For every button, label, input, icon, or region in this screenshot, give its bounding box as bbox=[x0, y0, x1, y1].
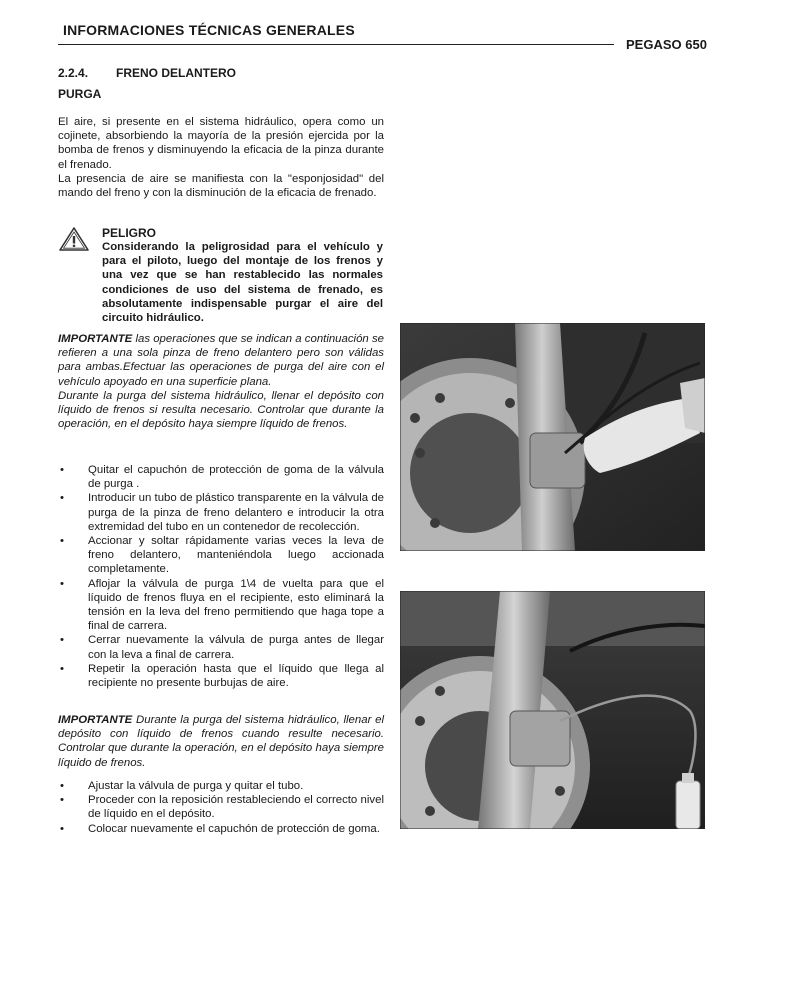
list-item: • Colocar nuevamente el capuchón de protección de goma. bbox=[58, 822, 384, 836]
list-item: • Ajustar la válvula de purga y quitar el tubo. bbox=[58, 779, 384, 793]
list-item: • Quitar el capuchón de protección de goma de la válvula de purga . bbox=[58, 463, 384, 491]
important-note bbox=[58, 713, 384, 770]
important-text: las operaciones que se indican a continuación se refieren a una sola pinza de freno delantero pero son válidas para ambas.Efectuar las operaciones de purga del aire con el vehículo apoyado en una superficie plana. bbox=[58, 333, 384, 388]
list-item: • Accionar y soltar rápidamente varias veces la leva de freno delantero, manteniéndola luego accionada completamente. bbox=[58, 534, 384, 577]
important-text: Durante la purga del sistema hidráulico, llenar el depósito con líquido de frenos cuando resulte necesario. Controlar que durante la operación, en el depósito haya siempre líquido de frenos. bbox=[58, 714, 384, 769]
important-paragraph bbox=[58, 713, 384, 770]
list-item: • Repetir la operación hasta que el líquido que llega al recipiente no presente burbujas de aire. bbox=[58, 662, 384, 690]
warning-body: Considerando la peligrosidad para el vehículo y para el piloto, luego del montaje de los frenos y una vez que se han restablecido las normales condiciones de uso del sistema de frenado, es absolutamente indispensable purgar el aire del circuito hidráulico. bbox=[102, 241, 383, 325]
list-item: • Aflojar la válvula de purga 1\4 de vuelta para que el líquido de frenos fluya en el recipiente, esto eliminará la tensión en la leva del freno permitiendo que haga tope a final de carrera. bbox=[58, 577, 384, 634]
list-item: • Proceder con la reposición restableciendo el correcto nivel de líquido en el depósito. bbox=[58, 793, 384, 821]
section-number: 2.2.4. bbox=[58, 66, 89, 80]
important-paragraph bbox=[58, 332, 384, 389]
important-label: IMPORTANTE bbox=[58, 714, 133, 726]
subsection-title: PURGA bbox=[58, 87, 102, 101]
bleed-tube-photo bbox=[400, 591, 705, 829]
warning-title: PELIGRO bbox=[102, 226, 157, 240]
procedure-list bbox=[58, 463, 384, 690]
important-label: IMPORTANTE bbox=[58, 333, 133, 345]
important-paragraph: Durante la purga del sistema hidráulico, llenar el depósito con líquido de frenos si resulta necesario. Controlar que durante la operación, en el depósito haya siempre líquido de frenos. bbox=[58, 389, 384, 431]
list-item: • Introducir un tubo de plástico transparente en la válvula de purga de la pinza de freno delantero e introducir la otra extremidad del tubo en un contenedor de recolección. bbox=[58, 491, 384, 534]
warning-triangle-icon bbox=[58, 226, 90, 252]
header-model: PEGASO 650 bbox=[626, 37, 707, 52]
section-title: FRENO DELANTERO bbox=[116, 66, 236, 80]
important-note bbox=[58, 332, 384, 431]
procedure-list bbox=[58, 779, 384, 836]
list-item: • Cerrar nuevamente la válvula de purga antes de llegar con la leva a final de carrera. bbox=[58, 633, 384, 661]
intro-paragraph: La presencia de aire se manifiesta con la "esponjosidad" del mando del freno y con la disminución de la eficacia de frenado. bbox=[58, 172, 384, 200]
intro-text bbox=[58, 115, 384, 200]
brake-caliper-photo bbox=[400, 323, 705, 551]
intro-paragraph: El aire, si presente en el sistema hidráulico, opera como un cojinete, absorbiendo la mayoría de la presión ejercida por la bomba de frenos y disminuyendo la eficacia de la pinza durante el frenado. bbox=[58, 116, 384, 171]
header-rule bbox=[58, 44, 614, 45]
header-title: INFORMACIONES TÉCNICAS GENERALES bbox=[63, 22, 355, 38]
